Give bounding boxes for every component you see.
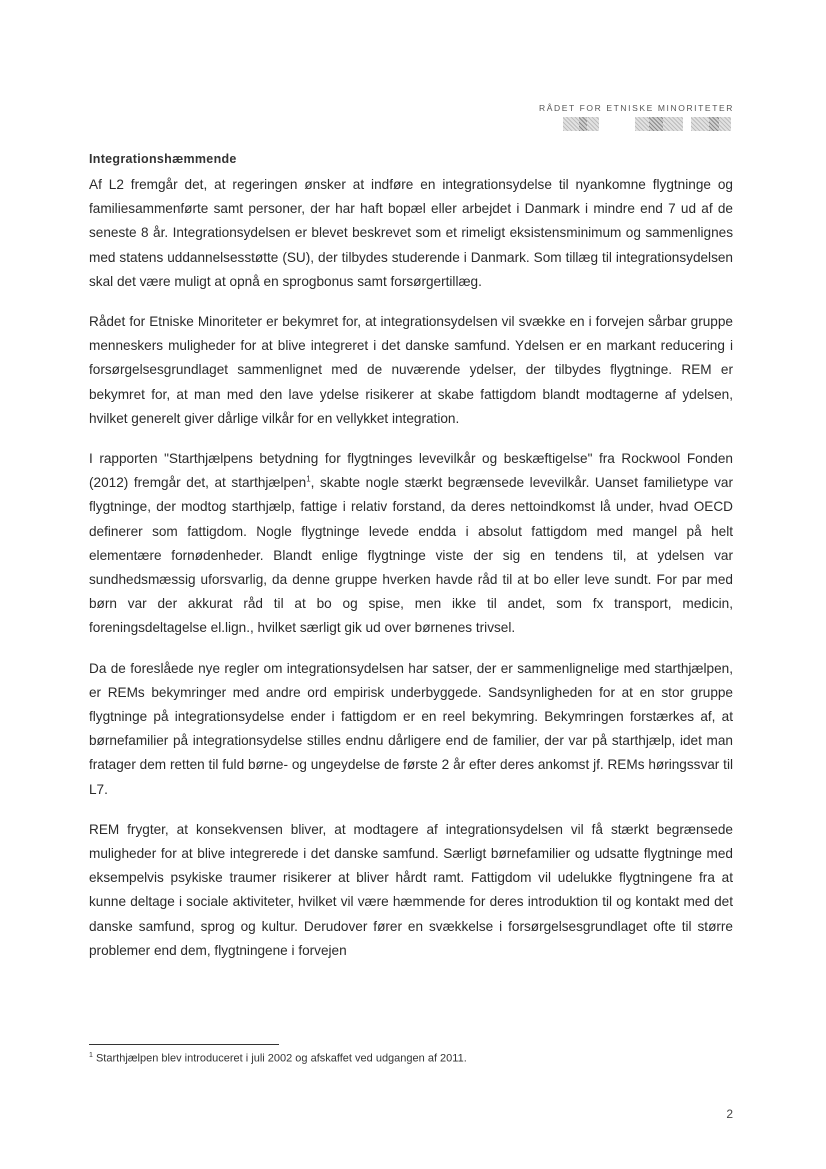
paragraph-5: REM frygter, at konsekvensen bliver, at modtagere af integrationsydelsen vil få stærkt begrænsede muligheder for at blive integrerede i det danske samfund. Særligt børnefamilier og udsatte flygtninge med eksempelvis psykiske traumer risikerer at bliver hårdt ramt. Fattigdom vil udelukke flygtningene fra at kunne deltage i sociale aktiviteter, hvilket vil være hæmmende for deres introduktion til og kontakt med det danske samfund, sprog og kultur. Derudover fører en svækkelse i forsørgelsesgrundlaget ofte til større problemer end dem, flygtningene i forvejen — [89, 821, 733, 958]
paragraph-3-text-end: , skabte nogle stærkt begrænsede levevilkår. Uanset familietype var flygtninge, der modtog starthjælp, fattige i relativ forstand, da deres nettoindkomst lå under, hvad OECD definerer som fattigdom. Nogle flygtninge levede endda i absolut fattigdom med mangel på helt elementære fornødenheder. Blandt enlige flygtninge viste der sig en tendens til, at ydelsen var sundhedsmæssig uforsvarlig, da denne gruppe hverken havde råd til at bo eller leve sundt. For par med børn var der akkurat råd til at bo og spise, men ikke til andet, som fx transport, medicin, foreningsdeltagelse el.lign., hvilket særligt gik ud over børnenes trivsel. — [89, 475, 733, 636]
document-body — [89, 152, 733, 979]
paragraph-3-text-start: I rapporten "Starthjælpens betydning for flygtninges levevilkår og beskæftigelse" fra Rockwool Fonden (2012) fremgår det, at starthjælpen — [89, 451, 733, 491]
organization-header — [539, 103, 735, 113]
footnote-text: Starthjælpen blev introduceret i juli 2002 og afskaffet ved udgangen af 2011. — [95, 1052, 467, 1065]
organization-name: RÅDET FOR ETNISKE MINORITETER — [539, 103, 735, 113]
footnote-reference: 1 — [306, 474, 311, 484]
logo-block — [649, 117, 663, 131]
logo-block — [709, 117, 719, 131]
footnote — [89, 1052, 467, 1065]
logo-block — [579, 117, 587, 131]
paragraph-2: Rådet for Etniske Minoriteter er bekymret for, at integrationsydelsen vil svække en i forvejen sårbar gruppe menneskers muligheder for at blive integreret i det danske samfund. Ydelsen er en markant reducering i forsørgelsesgrundlaget sammenlignet med de nuværende ydelser, der tilbydes flygtninge. REM er bekymret for, at man med den lave ydelse risikerer at skabe fattigdom blandt modtagerne af ydelsen, hvilket generelt giver dårlige vilkår for en vellykket integration. — [89, 314, 733, 426]
paragraph-3 — [89, 447, 733, 641]
paragraph-1: Af L2 fremgår det, at regeringen ønsker at indføre en integrationsydelse til nyankomne flygtninge og familiesammenførte samt personer, der har haft bopæl eller arbejdet i Danmark i mindre end 7 ud af de seneste 8 år. Integrationsydelsen er blevet beskrevet som et rimeligt eksistensminimum og sammenlignes med statens uddannelsesstøtte (SU), der tilbydes studerende i Danmark. Som tillæg til integrationsydelsen skal det være muligt at opnå en sprogbonus samt forsørgertillæg. — [89, 177, 733, 289]
section-heading: Integrationshæmmende — [89, 152, 237, 166]
paragraph-4: Da de foreslåede nye regler om integrationsydelsen har satser, der er sammenlignelige med starthjælpen, er REMs bekymringer med andre ord empirisk underbyggede. Sandsynligheden for at en stor gruppe flygtninge på integrationsydelse ender i fattigdom er en reel bekymring. Bekymringen forstærkes af, at børnefamilier på integrationsydelse stilles endnu dårligere end de familier, der var på starthjælp, idet man fratager dem retten til fuld børne- og ungeydelse de første 2 år efter deres ankomst jf. REMs høringssvar til L7. — [89, 660, 733, 797]
page-number: 2 — [726, 1107, 733, 1121]
organization-logo-bar — [549, 117, 729, 131]
footnote-divider — [89, 1044, 279, 1045]
footnote-number: 1 — [89, 1052, 93, 1059]
